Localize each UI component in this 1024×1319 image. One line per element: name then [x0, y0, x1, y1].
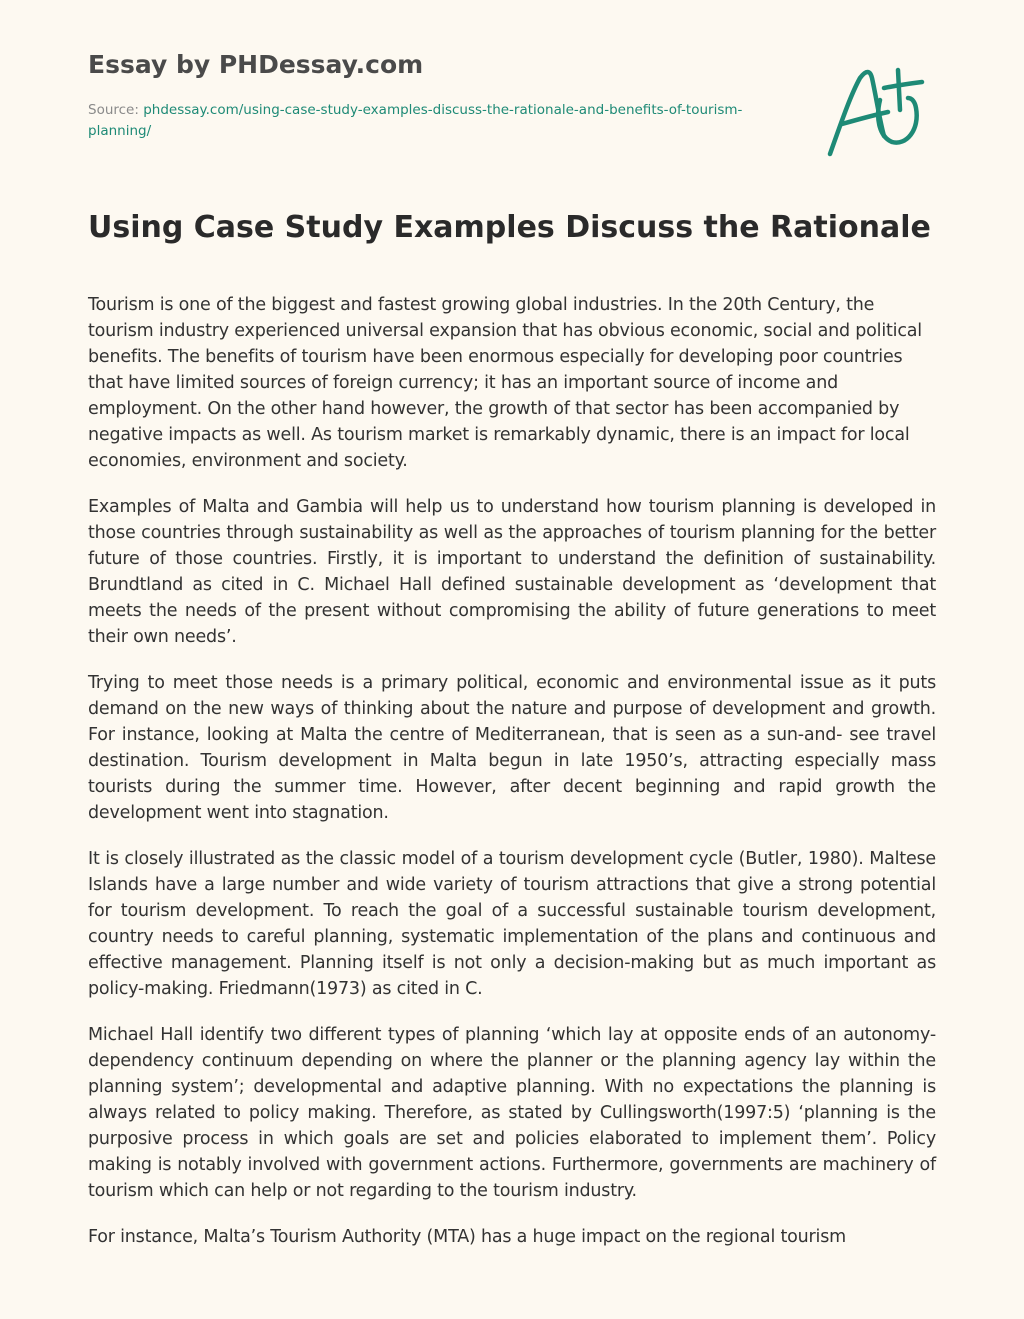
source-line: [88, 100, 788, 142]
paragraph: It is closely illustrated as the classic model of a tourism development cycle (Butler, 1980). Maltese Islands have a large number and wide variety of tourism attractions that give a strong potential for tourism development. To reach the goal of a successful sustainable tourism development, country needs to careful planning, systematic implementation of the plans and continuous and effective management. Planning itself is not only a decision-making but as much important as policy-making. Friedmann(1973) as cited in C.: [88, 849, 936, 999]
paragraph: Michael Hall identify two different types of planning ‘which lay at opposite ends of an autonomy-dependency continuum depending on where the planner or the planning agency lay within the planning system’; developmental and adaptive planning. With no expectations the planning is always related to policy making. Therefore, as stated by Cullingsworth(1997:5) ‘planning is the purposive process in which goals are set and policies elaborated to implement them’. Policy making is notably involved with government actions. Furthermore, governments are machinery of tourism which can help or not regarding to the tourism industry.: [88, 1025, 936, 1201]
site-title: Essay by PHDessay.com: [88, 50, 424, 79]
paragraph: For instance, Malta’s Tourism Authority (MTA) has a huge impact on the regional tourism: [88, 1227, 846, 1247]
paragraph: Tourism is one of the biggest and fastest growing global industries. In the 20th Century, the tourism industry experienced universal expansion that has obvious economic, social and political benefits. The benefits of tourism have been enormous especially for developing poor countries that have limited sources of foreign currency; it has an important source of income and employment. On the other hand however, the growth of that sector has been accompanied by negative impacts as well. As tourism market is remarkably dynamic, there is an impact for local economies, environment and society.: [88, 295, 922, 471]
essay-body: [88, 292, 936, 1270]
source-link[interactable]: phdessay.com/using-case-study-examples-discuss-the-rationale-and-benefits-of-tourism-planning/: [88, 102, 743, 139]
paragraph: Trying to meet those needs is a primary political, economic and environmental issue as it puts demand on the new ways of thinking about the nature and purpose of development and growth. For instance, looking at Malta the centre of Mediterranean, that is seen as a sun-and- see travel destination. Tourism development in Malta begun in late 1950’s, attracting especially mass tourists during the summer time. However, after decent beginning and rapid growth the development went into stagnation.: [88, 673, 936, 823]
a-plus-logo-icon: [826, 66, 926, 162]
source-label: Source:: [88, 102, 144, 118]
essay-title: Using Case Study Examples Discuss the Rationale: [88, 210, 931, 245]
paragraph: Examples of Malta and Gambia will help us to understand how tourism planning is developed in those countries through sustainability as well as the approaches of tourism planning for the better future of those countries. Firstly, it is important to understand the definition of sustainability. Brundtland as cited in C. Michael Hall defined sustainable development as ‘development that meets the needs of the present without compromising the ability of future generations to meet their own needs’.: [88, 497, 936, 647]
